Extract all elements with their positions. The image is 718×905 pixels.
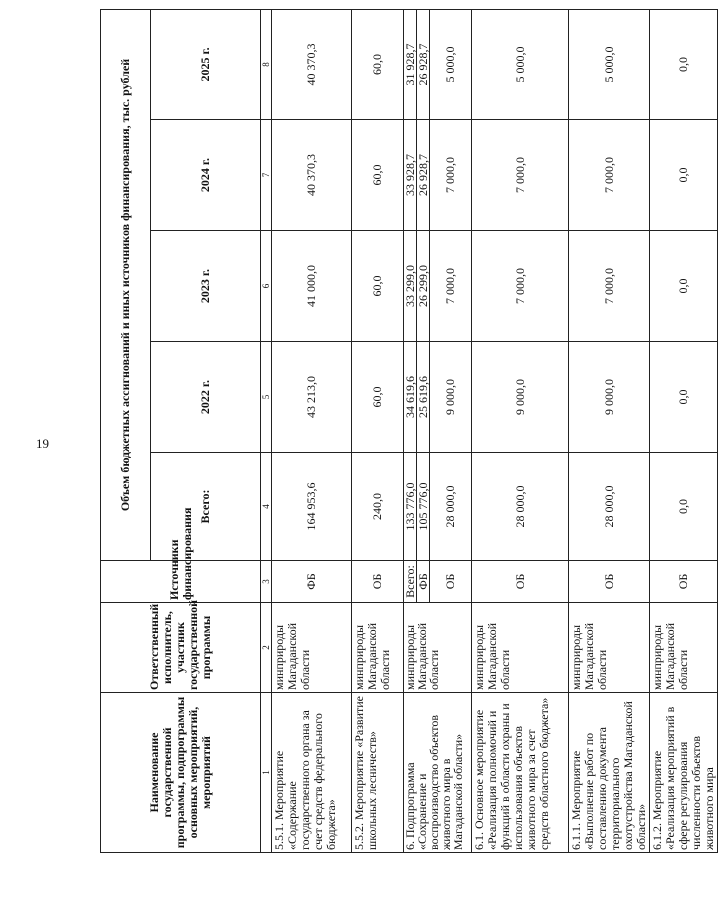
row-source: ОБ [650, 561, 718, 603]
row-2025: 5 000,0 [430, 9, 472, 119]
row-2024: 7 000,0 [430, 120, 472, 231]
budget-table [100, 9, 718, 853]
table-row [272, 9, 352, 852]
header-total: Всего: [151, 453, 261, 561]
row-responsible: минприроды Магаданской области [272, 603, 352, 693]
table-row [404, 9, 417, 852]
row-source: Всего: [404, 561, 417, 603]
header-source: Источники финансирования [101, 561, 261, 603]
row-2022: 9 000,0 [430, 342, 472, 453]
col-number: 3 [261, 561, 272, 603]
header-year-2023: 2023 г. [151, 231, 261, 342]
row-2022: 0,0 [650, 342, 718, 453]
row-source: ФБ [417, 561, 430, 603]
header-year-2025: 2025 г. [151, 9, 261, 119]
row-2022: 43 213,0 [272, 342, 352, 453]
header-responsible: Ответственный исполнитель, участник государственной программы [101, 603, 261, 693]
table-row [650, 9, 718, 852]
row-responsible: минприроды Магаданской области [404, 603, 472, 693]
budget-table-sheet [100, 10, 716, 853]
row-2024: 7 000,0 [569, 120, 650, 231]
row-2023: 33 299,0 [404, 231, 417, 342]
row-2024: 60,0 [352, 120, 404, 231]
row-2025: 5 000,0 [472, 9, 569, 119]
row-2022: 9 000,0 [569, 342, 650, 453]
col-number: 6 [261, 231, 272, 342]
header-year-2022: 2022 г. [151, 342, 261, 453]
row-2024: 26 928,7 [417, 120, 430, 231]
row-name: 6.1.2. Мероприятие «Реализация мероприятий в сфере регулирования численности объектов животного мира [650, 693, 718, 853]
row-2022: 60,0 [352, 342, 404, 453]
row-2024: 0,0 [650, 120, 718, 231]
row-name: 6. Подпрограмма «Сохранение и воспроизводство объектов животного мира в Магаданской области» [404, 693, 472, 853]
row-total: 0,0 [650, 453, 718, 561]
row-2024: 40 370,3 [272, 120, 352, 231]
row-source: ОБ [569, 561, 650, 603]
row-responsible: минприроды Магаданской области [569, 603, 650, 693]
row-2023: 26 299,0 [417, 231, 430, 342]
page-number: 19 [36, 436, 49, 451]
row-2025: 0,0 [650, 9, 718, 119]
row-2022: 34 619,6 [404, 342, 417, 453]
col-number: 8 [261, 9, 272, 119]
row-2025: 40 370,3 [272, 9, 352, 119]
row-2025: 5 000,0 [569, 9, 650, 119]
row-2023: 41 000,0 [272, 231, 352, 342]
row-source: ОБ [472, 561, 569, 603]
row-total: 105 776,0 [417, 453, 430, 561]
table-row [569, 9, 650, 852]
row-2022: 9 000,0 [472, 342, 569, 453]
header-name: Наименование государственной программы, подпрограммы основных мероприятий, мероприятий [101, 693, 261, 853]
header-year-2024: 2024 г. [151, 120, 261, 231]
row-2023: 7 000,0 [472, 231, 569, 342]
row-2025: 31 928,7 [404, 9, 417, 119]
row-responsible: минприроды Магаданской области [650, 603, 718, 693]
row-name: 5.5.1. Мероприятие «Содержание государственного органа за счет средств федерального бюджета» [272, 693, 352, 853]
row-2023: 60,0 [352, 231, 404, 342]
row-2024: 33 928,7 [404, 120, 417, 231]
header-volume: Объем бюджетных ассигнований и иных источников финансирования, тыс. рублей [101, 9, 151, 560]
row-total: 240,0 [352, 453, 404, 561]
row-total: 164 953,6 [272, 453, 352, 561]
row-source: ОБ [430, 561, 472, 603]
row-2023: 0,0 [650, 231, 718, 342]
row-name: 5.5.2. Мероприятие «Развитие школьных лесничеств» [352, 693, 404, 853]
table-row [352, 9, 404, 852]
row-source: ФБ [272, 561, 352, 603]
row-total: 28 000,0 [472, 453, 569, 561]
row-name: 6.1.1. Мероприятие «Выполнение работ по составлению документа территориального охотустройства Магаданской области» [569, 693, 650, 853]
row-responsible: минприроды Магаданской области [472, 603, 569, 693]
row-total: 28 000,0 [430, 453, 472, 561]
row-source: ОБ [352, 561, 404, 603]
col-number: 1 [261, 693, 272, 853]
col-number: 5 [261, 342, 272, 453]
row-2023: 7 000,0 [569, 231, 650, 342]
col-number: 4 [261, 453, 272, 561]
row-2023: 7 000,0 [430, 231, 472, 342]
row-2024: 7 000,0 [472, 120, 569, 231]
row-name: 6.1. Основное мероприятие «Реализация полномочий и функций в области охраны и использования объектов животного мира за счет средств областного бюджета» [472, 693, 569, 853]
row-2022: 25 619,6 [417, 342, 430, 453]
col-number: 2 [261, 603, 272, 693]
col-number: 7 [261, 120, 272, 231]
row-total: 133 776,0 [404, 453, 417, 561]
row-total: 28 000,0 [569, 453, 650, 561]
row-responsible: минприроды Магаданской области [352, 603, 404, 693]
table-row [472, 9, 569, 852]
row-2025: 26 928,7 [417, 9, 430, 119]
row-2025: 60,0 [352, 9, 404, 119]
